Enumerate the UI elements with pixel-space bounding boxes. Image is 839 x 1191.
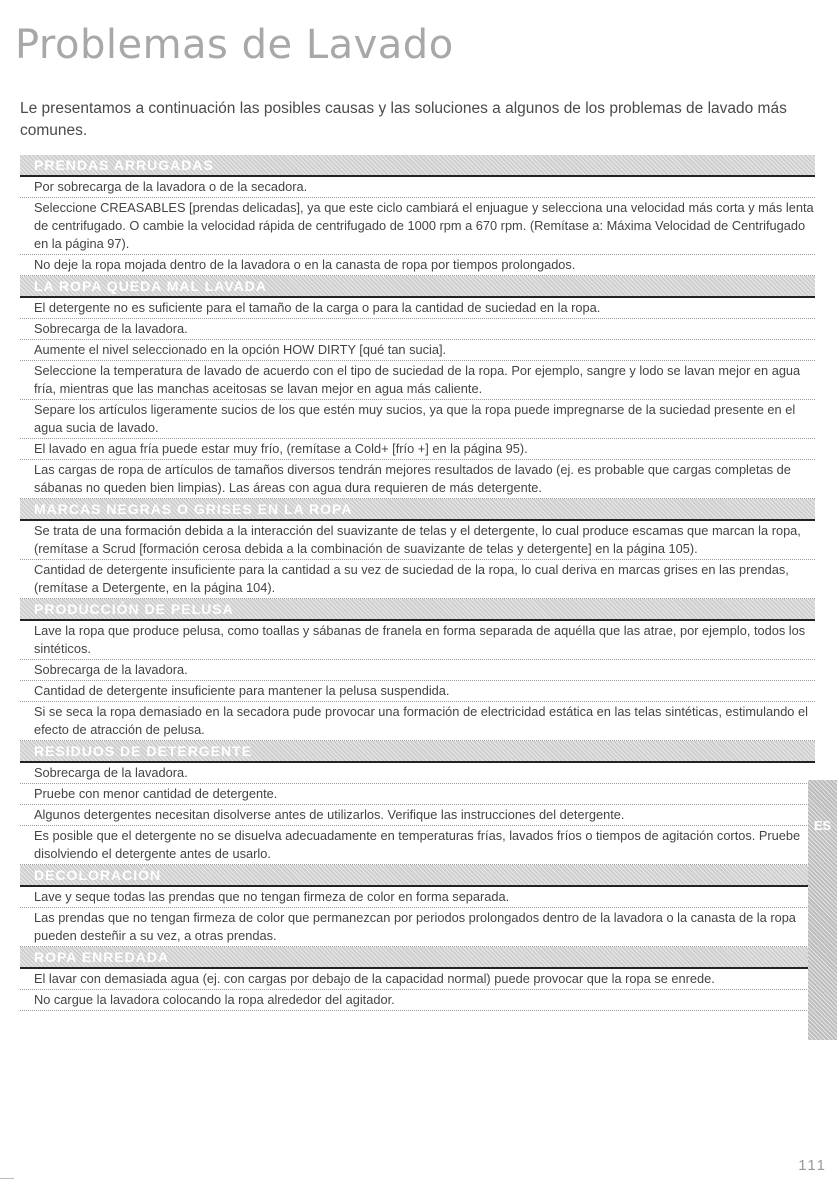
problem-section [20,276,815,499]
section-header: PRENDAS ARRUGADAS [20,155,815,177]
solution-item: Si se seca la ropa demasiado en la secadora pude provocar una formación de electricidad estática en las telas sintéticas, estimulando el efecto de atracción de pelusa. [20,702,815,741]
solution-item: Las cargas de ropa de artículos de tamaños diversos tendrán mejores resultados de lavado (ej. es probable que cargas completas de sábanas no queden bien limpias). Las áreas con agua dura requieren de más detergente. [20,460,815,499]
solution-item: Seleccione CREASABLES [prendas delicadas], ya que este ciclo cambiará el enjuague y selecciona una velocidad más corta y más lenta de centrifugado. O cambie la velocidad rápida de centrifugado de 1000 rpm a 670 rpm. (Remítase a: Máxima Velocidad de Centrifugado en la página 97). [20,198,815,255]
page-title: Problemas de Lavado [15,22,454,68]
problem-section [20,155,815,276]
solution-item: No deje la ropa mojada dentro de la lavadora o en la canasta de ropa por tiempos prolongados. [20,255,815,276]
solution-item: Sobrecarga de la lavadora. [20,763,815,784]
section-header: PRODUCCIÓN DE PELUSA [20,599,815,621]
section-header: ROPA ENREDADA [20,947,815,969]
solution-item: El detergente no es suficiente para el tamaño de la carga o para la cantidad de suciedad en la ropa. [20,298,815,319]
solution-item: Cantidad de detergente insuficiente para la cantidad a su vez de suciedad de la ropa, lo cual deriva en marcas grises en las prendas, (remítase a Detergente, en la página 104). [20,560,815,599]
problem-section [20,741,815,865]
footer-rule [0,1178,14,1179]
solution-item: Pruebe con menor cantidad de detergente. [20,784,815,805]
section-header: LA ROPA QUEDA MAL LAVADA [20,276,815,298]
solution-item: Es posible que el detergente no se disuelva adecuadamente en temperaturas frías, lavados fríos o tiempos de agitación cortos. Pruebe disolviendo el detergente antes de usarlo. [20,826,815,865]
intro-paragraph: Le presentamos a continuación las posibles causas y las soluciones a algunos de los problemas de lavado más comunes. [20,100,787,139]
solution-item: Aumente el nivel seleccionado en la opción HOW DIRTY [qué tan sucia]. [20,340,815,361]
solution-item: El lavado en agua fría puede estar muy frío, (remítase a Cold+ [frío +] en la página 95). [20,439,815,460]
solution-item: Seleccione la temperatura de lavado de acuerdo con el tipo de suciedad de la ropa. Por ejemplo, sangre y lodo se lavan mejor en agua fría, mientras que las manchas aceitosas se lavan mejor en agua más caliente. [20,361,815,400]
section-header: RESIDUOS DE DETERGENTE [20,741,815,763]
section-header: DECOLORACIÓN [20,865,815,887]
problem-section [20,865,815,947]
solution-item: Por sobrecarga de la lavadora o de la secadora. [20,177,815,198]
solution-item: Lave la ropa que produce pelusa, como toallas y sábanas de franela en forma separada de aquélla que las atrae, por ejemplo, todos los sintéticos. [20,621,815,660]
solution-item: Cantidad de detergente insuficiente para mantener la pelusa suspendida. [20,681,815,702]
page-number: 111 [798,1157,827,1174]
problem-section [20,947,815,1011]
solution-item: Sobrecarga de la lavadora. [20,319,815,340]
language-tab-label: ES [813,818,832,833]
problems-list [20,155,815,1011]
problem-section [20,599,815,741]
language-tab [808,780,837,1040]
problem-section [20,499,815,599]
solution-item: Algunos detergentes necesitan disolverse antes de utilizarlos. Verifique las instrucciones del detergente. [20,805,815,826]
solution-item: Lave y seque todas las prendas que no tengan firmeza de color en forma separada. [20,887,815,908]
section-header: MARCAS NEGRAS O GRISES EN LA ROPA [20,499,815,521]
solution-item: Las prendas que no tengan firmeza de color que permanezcan por periodos prolongados dentro de la lavadora o la canasta de la ropa pueden desteñir a su vez, a otras prendas. [20,908,815,947]
solution-item: El lavar con demasiada agua (ej. con cargas por debajo de la capacidad normal) puede provocar que la ropa se enrede. [20,969,815,990]
solution-item: Se trata de una formación debida a la interacción del suavizante de telas y el detergente, lo cual produce escamas que marcan la ropa, (remítase a Scrud [formación cerosa debida a la combinación de suavizante de telas y detergente] en la página 105). [20,521,815,560]
solution-item: Separe los artículos ligeramente sucios de los que estén muy sucios, ya que la ropa puede impregnarse de la suciedad presente en el agua sucia de lavado. [20,400,815,439]
solution-item: No cargue la lavadora colocando la ropa alrededor del agitador. [20,990,815,1011]
solution-item: Sobrecarga de la lavadora. [20,660,815,681]
